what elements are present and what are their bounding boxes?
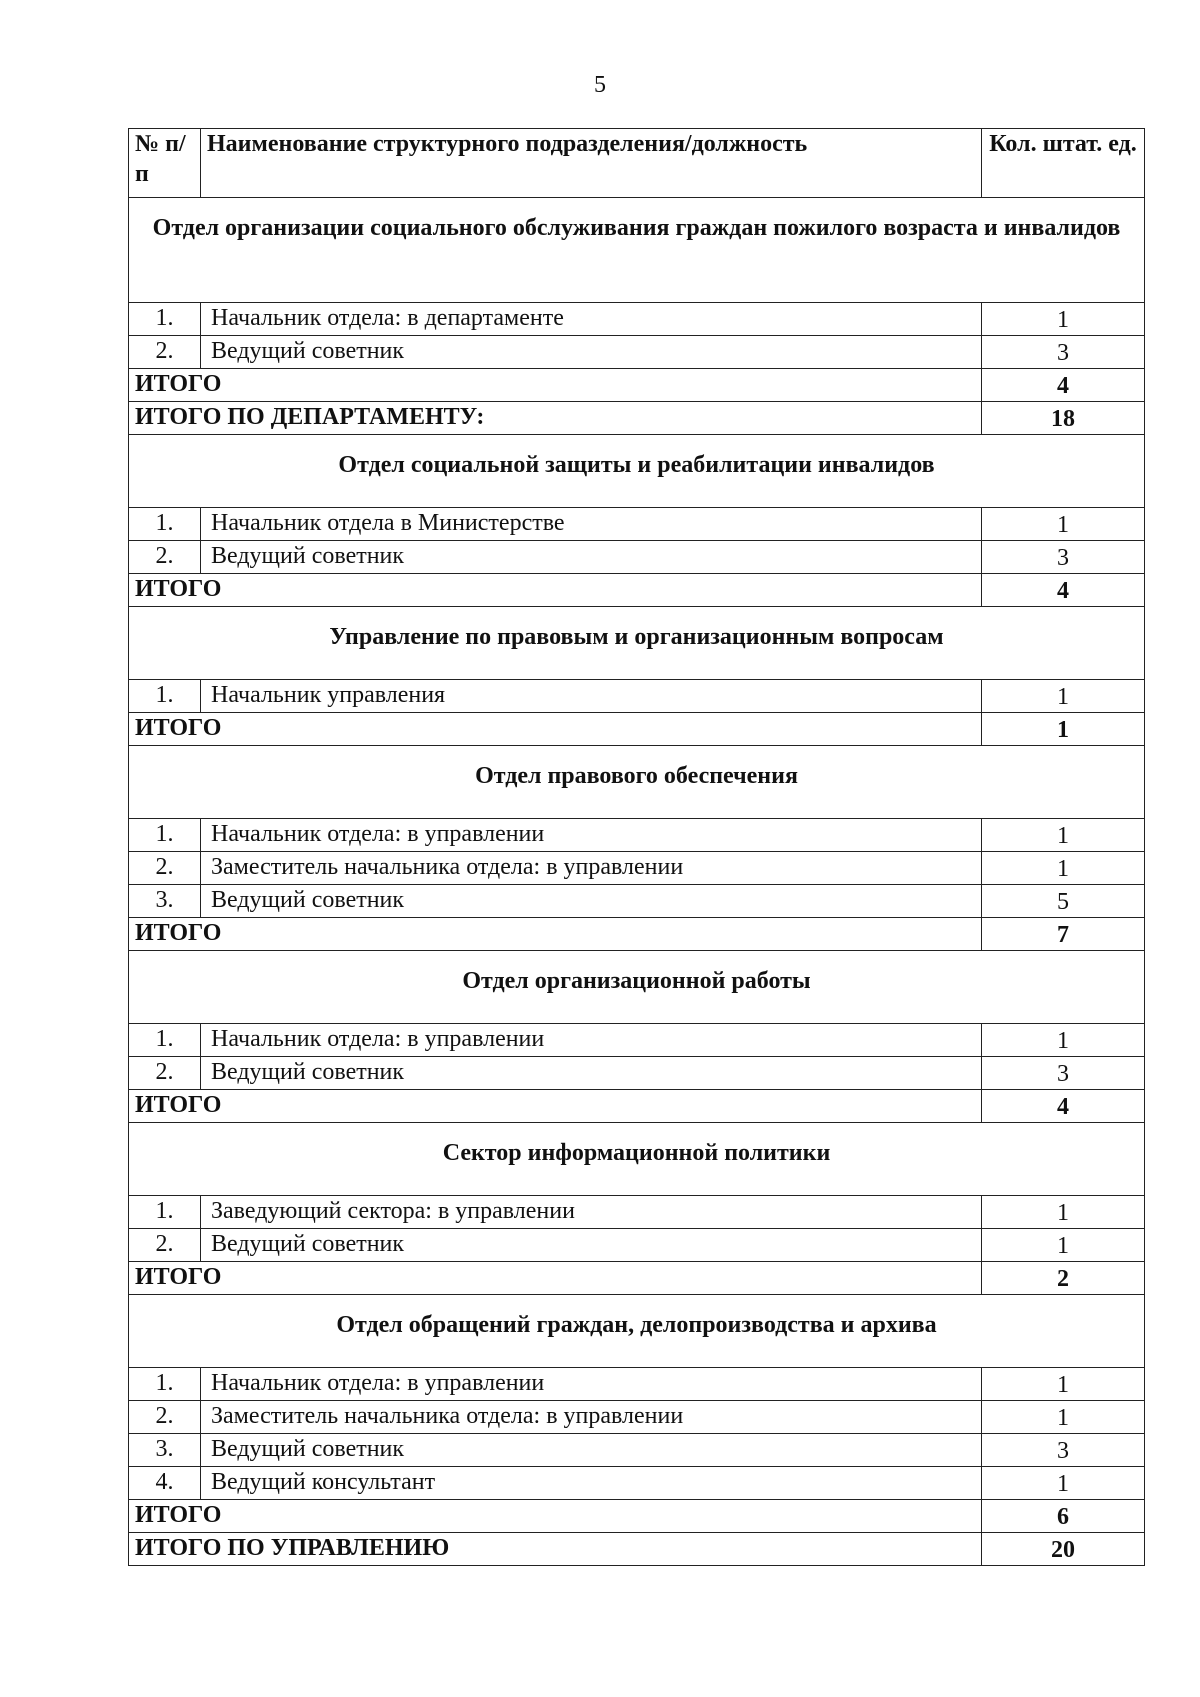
row-number: 2. (129, 541, 201, 574)
row-number: 2. (129, 1229, 201, 1262)
table-row (129, 1024, 1145, 1057)
total-label: ИТОГО (129, 1500, 982, 1533)
position-name: Ведущий советник (201, 1229, 982, 1262)
total-row (129, 369, 1145, 402)
table-row (129, 852, 1145, 885)
staff-count: 1 (982, 303, 1145, 336)
table-row (129, 1467, 1145, 1500)
position-name: Начальник управления (201, 680, 982, 713)
section-title: Отдел обращений граждан, делопроизводства и архива (129, 1295, 1145, 1368)
staff-count: 3 (982, 1057, 1145, 1090)
section-row (129, 1295, 1145, 1368)
staff-count: 1 (982, 508, 1145, 541)
section-row (129, 607, 1145, 680)
staff-count: 3 (982, 541, 1145, 574)
total-count: 4 (982, 1090, 1145, 1123)
section-title: Отдел организационной работы (129, 951, 1145, 1024)
position-name: Начальник отдела: в департаменте (201, 303, 982, 336)
total-row (129, 918, 1145, 951)
row-number: 1. (129, 1024, 201, 1057)
total-row (129, 713, 1145, 746)
staff-count: 1 (982, 1467, 1145, 1500)
table-row (129, 1368, 1145, 1401)
staff-count: 1 (982, 852, 1145, 885)
table-row (129, 885, 1145, 918)
staff-count: 1 (982, 819, 1145, 852)
position-name: Заместитель начальника отдела: в управлении (201, 852, 982, 885)
staff-count: 1 (982, 1024, 1145, 1057)
row-number: 1. (129, 819, 201, 852)
header-name: Наименование структурного подразделения/должность (201, 129, 982, 198)
section-title: Отдел правового обеспечения (129, 746, 1145, 819)
header-num: № п/п (129, 129, 201, 198)
table-row (129, 680, 1145, 713)
section-row (129, 951, 1145, 1024)
total-count: 18 (982, 402, 1145, 435)
section-title: Отдел организации социального обслуживания граждан пожилого возраста и инвалидов (129, 198, 1145, 303)
row-number: 2. (129, 1401, 201, 1434)
position-name: Ведущий консультант (201, 1467, 982, 1500)
total-row (129, 574, 1145, 607)
staff-count: 1 (982, 1229, 1145, 1262)
total-row (129, 1500, 1145, 1533)
total-label: ИТОГО ПО УПРАВЛЕНИЮ (129, 1533, 982, 1566)
total-label: ИТОГО (129, 1090, 982, 1123)
staff-count: 1 (982, 1401, 1145, 1434)
row-number: 2. (129, 852, 201, 885)
position-name: Начальник отдела: в управлении (201, 1368, 982, 1401)
total-count: 20 (982, 1533, 1145, 1566)
table-row (129, 508, 1145, 541)
page-number: 5 (594, 72, 606, 98)
table-row (129, 303, 1145, 336)
table-header-row (129, 129, 1145, 198)
total-count: 6 (982, 1500, 1145, 1533)
position-name: Ведущий советник (201, 336, 982, 369)
section-title: Сектор информационной политики (129, 1123, 1145, 1196)
position-name: Ведущий советник (201, 541, 982, 574)
section-title: Управление по правовым и организационным вопросам (129, 607, 1145, 680)
total-row (129, 1090, 1145, 1123)
table-row (129, 1196, 1145, 1229)
position-name: Начальник отдела: в управлении (201, 1024, 982, 1057)
row-number: 1. (129, 1196, 201, 1229)
staff-count: 5 (982, 885, 1145, 918)
total-count: 2 (982, 1262, 1145, 1295)
total-label: ИТОГО (129, 918, 982, 951)
row-number: 1. (129, 680, 201, 713)
section-title: Отдел социальной защиты и реабилитации инвалидов (129, 435, 1145, 508)
table-row (129, 336, 1145, 369)
row-number: 4. (129, 1467, 201, 1500)
staff-count: 3 (982, 1434, 1145, 1467)
position-name: Ведущий советник (201, 1434, 982, 1467)
total-count: 4 (982, 369, 1145, 402)
row-number: 1. (129, 1368, 201, 1401)
staff-count: 1 (982, 680, 1145, 713)
row-number: 1. (129, 303, 201, 336)
total-label: ИТОГО (129, 574, 982, 607)
total-row (129, 1533, 1145, 1566)
total-count: 7 (982, 918, 1145, 951)
table-row (129, 541, 1145, 574)
section-row (129, 746, 1145, 819)
position-name: Начальник отдела в Министерстве (201, 508, 982, 541)
section-row (129, 1123, 1145, 1196)
position-name: Ведущий советник (201, 885, 982, 918)
position-name: Ведущий советник (201, 1057, 982, 1090)
total-label: ИТОГО (129, 369, 982, 402)
table-row (129, 1434, 1145, 1467)
total-row (129, 402, 1145, 435)
row-number: 2. (129, 336, 201, 369)
table-row (129, 1057, 1145, 1090)
total-label: ИТОГО (129, 1262, 982, 1295)
staff-table (128, 128, 1145, 1566)
total-label: ИТОГО (129, 713, 982, 746)
section-row (129, 198, 1145, 303)
table-row (129, 1401, 1145, 1434)
total-count: 4 (982, 574, 1145, 607)
row-number: 1. (129, 508, 201, 541)
row-number: 3. (129, 885, 201, 918)
table-row (129, 1229, 1145, 1262)
total-row (129, 1262, 1145, 1295)
total-label: ИТОГО ПО ДЕПАРТАМЕНТУ: (129, 402, 982, 435)
staff-count: 3 (982, 336, 1145, 369)
position-name: Заместитель начальника отдела: в управлении (201, 1401, 982, 1434)
position-name: Заведующий сектора: в управлении (201, 1196, 982, 1229)
position-name: Начальник отдела: в управлении (201, 819, 982, 852)
staff-count: 1 (982, 1368, 1145, 1401)
section-row (129, 435, 1145, 508)
table-row (129, 819, 1145, 852)
total-count: 1 (982, 713, 1145, 746)
row-number: 2. (129, 1057, 201, 1090)
row-number: 3. (129, 1434, 201, 1467)
staff-count: 1 (982, 1196, 1145, 1229)
header-count: Кол. штат. ед. (982, 129, 1145, 198)
